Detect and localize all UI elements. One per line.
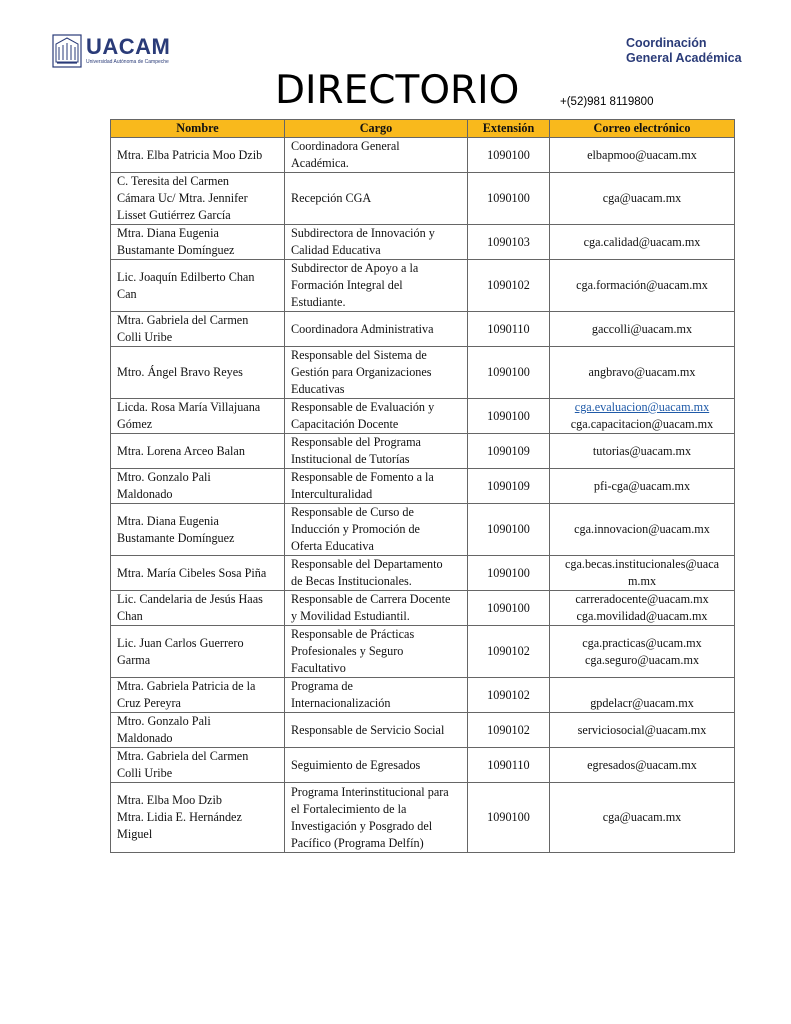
cell-extension: 1090110 [468, 748, 550, 783]
cell-extension: 1090100 [468, 556, 550, 591]
cell-cargo-line: Coordinadora General [291, 139, 400, 153]
cell-cargo-line: Responsable de Carrera Docente [291, 592, 451, 606]
cell-correo-line: cga.seguro@uacam.mx [584, 652, 700, 667]
cell-cargo-line: Seguimiento de Egresados [291, 757, 421, 772]
cell-nombre [111, 678, 285, 713]
cell-cargo-line: Responsable de Servicio Social [291, 722, 445, 737]
cell-correo-line: cga.becas.institucionales@uaca [564, 557, 720, 571]
cell-correo [550, 312, 735, 347]
cell-cargo [285, 748, 468, 783]
cell-cargo [285, 399, 468, 434]
brand-name: UACAM [86, 34, 171, 59]
cell-extension: 1090100 [468, 591, 550, 626]
department-line-2: General Académica [626, 51, 742, 65]
table-row [111, 469, 735, 504]
cell-cargo [285, 260, 468, 312]
cell-cargo-line: Programa Interinstitucional para [291, 784, 449, 799]
cell-correo [550, 260, 735, 312]
cell-correo [550, 504, 735, 556]
table-row [111, 591, 735, 626]
cell-correo-line: cga@uacam.mx [602, 191, 682, 205]
cell-cargo-line: Profesionales y Seguro [291, 644, 404, 658]
cell-nombre-line: Lisset Gutiérrez García [117, 208, 231, 222]
cell-nombre-line: Mtra. Diana Eugenia [117, 513, 219, 528]
cell-nombre-line: Mtra. Gabriela del Carmen [117, 313, 249, 327]
cell-cargo-line: de Becas Institucionales. [291, 574, 412, 588]
cell-extension: 1090100 [468, 783, 550, 853]
cell-nombre-line: Bustamante Domínguez [117, 530, 235, 545]
directory-table [110, 119, 735, 853]
cell-extension: 1090100 [468, 138, 550, 173]
cell-nombre [111, 469, 285, 504]
cell-nombre-line: Mtra. Diana Eugenia [117, 226, 219, 240]
cell-extension: 1090110 [468, 312, 550, 347]
cell-correo-line: tutorias@uacam.mx [592, 443, 692, 458]
table-row [111, 173, 735, 225]
cell-cargo-line: Responsable del Departamento [291, 557, 443, 571]
cell-cargo-line: Facultativo [291, 661, 346, 675]
cell-nombre-line: Lic. Joaquín Edilberto Chan [117, 269, 255, 284]
cell-correo-line: gpdelacr@uacam.mx [590, 696, 694, 710]
cell-nombre-line: Mtro. Gonzalo Pali [117, 714, 211, 728]
cell-nombre-line: Mtra. Elba Patricia Moo Dzib [117, 147, 263, 162]
cell-nombre [111, 783, 285, 853]
cell-nombre-line: Mtro. Ángel Bravo Reyes [117, 365, 243, 379]
cell-nombre-line: Cámara Uc/ Mtra. Jennifer [117, 191, 248, 205]
table-header-row [111, 120, 735, 138]
cell-extension: 1090102 [468, 678, 550, 713]
cell-cargo-line: Responsable de Fomento a la [291, 470, 434, 484]
cell-correo [550, 469, 735, 504]
cell-cargo-line: Académica. [291, 156, 349, 170]
cell-nombre [111, 399, 285, 434]
cell-nombre-line: Miguel [117, 827, 153, 841]
table-row [111, 504, 735, 556]
column-header-cargo: Cargo [285, 120, 468, 138]
cell-nombre-line: Mtra. Gabriela del Carmen [117, 749, 249, 763]
column-header-extension: Extensión [468, 120, 550, 138]
cell-correo-line: cga@uacam.mx [602, 810, 682, 824]
cell-nombre [111, 260, 285, 312]
cell-correo-line: gaccolli@uacam.mx [591, 321, 693, 336]
table-row [111, 399, 735, 434]
cell-nombre [111, 556, 285, 591]
cell-nombre-line: Maldonado [117, 731, 173, 745]
cell-cargo [285, 173, 468, 225]
table-row [111, 556, 735, 591]
cell-cargo [285, 225, 468, 260]
cell-correo [550, 678, 735, 713]
cell-extension: 1090103 [468, 225, 550, 260]
cell-correo-line: pfi-cga@uacam.mx [593, 478, 691, 493]
cell-cargo [285, 626, 468, 678]
cell-cargo [285, 713, 468, 748]
cell-correo [550, 748, 735, 783]
table-row [111, 312, 735, 347]
table-row [111, 748, 735, 783]
cell-cargo-line: Oferta Educativa [291, 539, 374, 553]
cell-cargo [285, 347, 468, 399]
cell-correo-line: m.mx [627, 574, 657, 588]
cell-correo [550, 556, 735, 591]
cell-correo-line: carreradocente@uacam.mx [575, 592, 709, 606]
cell-cargo-line: Pacífico (Programa Delfín) [291, 835, 424, 850]
cell-nombre [111, 626, 285, 678]
table-row [111, 783, 735, 853]
cell-nombre [111, 312, 285, 347]
cell-cargo-line: Responsable del Sistema de [291, 348, 427, 362]
cell-cargo-line: Subdirectora de Innovación y [291, 226, 435, 240]
cell-correo-line: cga.innovacion@uacam.mx [574, 522, 710, 536]
table-row [111, 626, 735, 678]
cell-correo [550, 783, 735, 853]
cell-cargo-line: Institucional de Tutorías [291, 452, 410, 466]
cell-cargo-line: Responsable de Curso de [291, 505, 414, 519]
cell-cargo-line: Coordinadora Administrativa [291, 321, 434, 336]
table-row [111, 260, 735, 312]
cell-correo [550, 591, 735, 626]
phone-number: +(52)981 8119800 [560, 96, 654, 108]
cell-nombre [111, 591, 285, 626]
cell-correo [550, 713, 735, 748]
cell-nombre-line: Gómez [117, 417, 153, 431]
cell-correo-line: cga.calidad@uacam.mx [583, 234, 701, 249]
email-link[interactable]: cga.evaluacion@uacam.mx [574, 400, 710, 414]
cell-extension: 1090102 [468, 626, 550, 678]
cell-cargo [285, 312, 468, 347]
cell-cargo [285, 783, 468, 853]
cell-cargo-line: Formación Integral del [291, 278, 403, 292]
table-row [111, 713, 735, 748]
cell-extension: 1090102 [468, 713, 550, 748]
cell-nombre-line: Maldonado [117, 487, 173, 501]
cell-extension: 1090109 [468, 469, 550, 504]
table-row [111, 138, 735, 173]
cell-cargo-line: Responsable de Prácticas [291, 627, 415, 641]
cell-cargo [285, 678, 468, 713]
column-header-correo: Correo electrónico [550, 120, 735, 138]
cell-cargo-line: Inducción y Promoción de [291, 522, 420, 536]
cell-cargo-line: Recepción CGA [291, 191, 372, 205]
cell-cargo [285, 504, 468, 556]
table-row [111, 678, 735, 713]
cell-correo-line: cga.movilidad@uacam.mx [576, 609, 708, 623]
cell-cargo-line: Investigación y Posgrado del [291, 818, 433, 833]
cell-cargo-line: Internacionalización [291, 696, 391, 710]
cell-correo [550, 626, 735, 678]
cell-nombre-line: Mtra. Lidia E. Hernández [117, 810, 242, 824]
university-seal-icon [52, 34, 82, 68]
cell-cargo-line: Gestión para Organizaciones [291, 365, 432, 379]
cell-correo-line: cga.capacitacion@uacam.mx [570, 417, 714, 431]
cell-nombre-line: Bustamante Domínguez [117, 243, 235, 257]
cell-nombre-line: Mtro. Gonzalo Pali [117, 470, 211, 484]
cell-extension: 1090100 [468, 504, 550, 556]
cell-nombre-line: C. Teresita del Carmen [117, 174, 229, 188]
cell-nombre-line: Can [117, 286, 137, 301]
table-row [111, 347, 735, 399]
page-title: DIRECTORIO [275, 68, 520, 113]
cell-cargo-line: Capacitación Docente [291, 417, 399, 431]
cell-nombre [111, 347, 285, 399]
cell-correo [550, 173, 735, 225]
cell-extension: 1090102 [468, 260, 550, 312]
cell-cargo [285, 591, 468, 626]
cell-cargo-line: Calidad Educativa [291, 243, 381, 257]
brand-subtitle: Universidad Autónoma de Campeche [86, 59, 169, 65]
cell-cargo-line: Estudiante. [291, 295, 346, 309]
cell-nombre-line: Mtra. Gabriela Patricia de la [117, 679, 256, 693]
cell-correo-line: angbravo@uacam.mx [588, 365, 696, 379]
cell-nombre [111, 138, 285, 173]
cell-nombre-line: Lic. Juan Carlos Guerrero [117, 635, 244, 650]
cell-nombre [111, 173, 285, 225]
cell-correo [550, 347, 735, 399]
cell-nombre-line: Mtra. María Cibeles Sosa Piña [117, 565, 267, 580]
cell-correo-line: cga.formación@uacam.mx [576, 278, 708, 292]
cell-extension: 1090100 [468, 347, 550, 399]
table-row [111, 225, 735, 260]
cell-nombre [111, 748, 285, 783]
column-header-nombre: Nombre [111, 120, 285, 138]
cell-cargo-line: el Fortalecimiento de la [291, 801, 407, 816]
cell-nombre-line: Colli Uribe [117, 766, 173, 780]
cell-correo-line: egresados@uacam.mx [587, 757, 697, 772]
cell-nombre-line: Cruz Pereyra [117, 696, 181, 710]
table-body [111, 138, 735, 853]
department-logo [626, 36, 742, 66]
cell-nombre [111, 504, 285, 556]
cell-correo-line: serviciosocial@uacam.mx [577, 722, 707, 737]
uacam-logo [52, 34, 182, 72]
cell-nombre [111, 434, 285, 469]
cell-cargo-line: Subdirector de Apoyo a la [291, 261, 419, 275]
cell-nombre-line: Chan [117, 609, 143, 623]
cell-correo-line: cga.practicas@ucam.mx [582, 635, 702, 650]
cell-correo [550, 399, 735, 434]
cell-extension: 1090100 [468, 173, 550, 225]
cell-correo [550, 225, 735, 260]
cell-nombre [111, 225, 285, 260]
cell-cargo [285, 434, 468, 469]
cell-cargo [285, 469, 468, 504]
cell-cargo-line: Educativas [291, 382, 345, 396]
cell-cargo-line: Responsable de Evaluación y [291, 400, 435, 414]
department-line-1: Coordinación [626, 36, 707, 50]
cell-cargo [285, 556, 468, 591]
cell-cargo-line: Interculturalidad [291, 487, 373, 501]
cell-nombre-line: Licda. Rosa María Villajuana [117, 400, 261, 414]
cell-nombre-line: Lic. Candelaria de Jesús Haas [117, 592, 263, 606]
cell-nombre-line: Mtra. Lorena Arceo Balan [117, 443, 245, 458]
cell-extension: 1090109 [468, 434, 550, 469]
cell-cargo [285, 138, 468, 173]
cell-correo-line: elbapmoo@uacam.mx [587, 147, 697, 162]
cell-nombre [111, 713, 285, 748]
cell-correo [550, 138, 735, 173]
cell-nombre-line: Colli Uribe [117, 330, 173, 344]
cell-cargo-line: y Movilidad Estudiantil. [291, 609, 410, 623]
cell-extension: 1090100 [468, 399, 550, 434]
cell-cargo-line: Programa de [291, 679, 353, 693]
cell-nombre-line: Mtra. Elba Moo Dzib [117, 793, 222, 807]
cell-nombre-line: Garma [117, 652, 151, 667]
table-row [111, 434, 735, 469]
cell-correo [550, 434, 735, 469]
cell-cargo-line: Responsable del Programa [291, 435, 421, 449]
